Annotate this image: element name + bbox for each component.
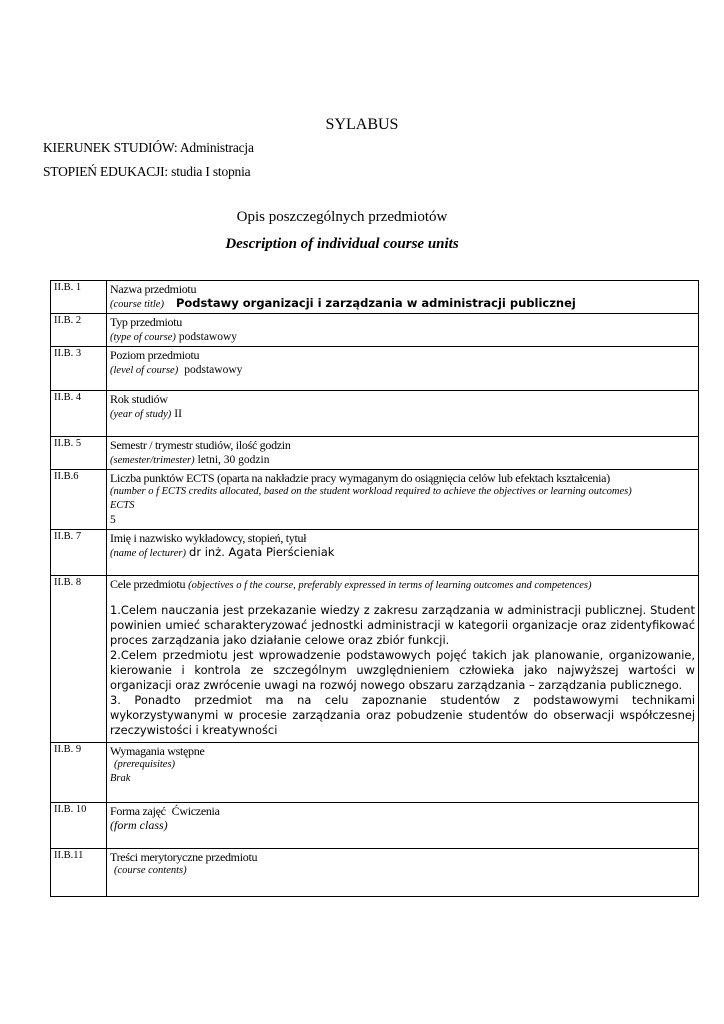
row-content — [107, 281, 699, 314]
table-row — [51, 314, 699, 347]
row-code: II.B.11 — [51, 849, 107, 897]
course-title-value: Podstawy organizacji i zarządzania w administracji publicznej — [175, 296, 576, 310]
row-content — [107, 530, 699, 576]
degree-level: STOPIEŃ EDUKACJI: studia I stopnia — [43, 164, 251, 179]
row-code: II.B. 5 — [51, 437, 107, 470]
page-title: SYLABUS — [325, 116, 399, 133]
row-content — [107, 314, 699, 347]
row-label-en: (semester/trimester) — [110, 455, 195, 466]
row-label: Rok studiów — [110, 392, 168, 406]
table-row — [51, 530, 699, 576]
row-label: Nazwa przedmiotu — [110, 282, 197, 296]
syllabus-table — [50, 280, 699, 897]
row-label: Cele przedmiotu — [110, 577, 186, 591]
subtitle-english: Description of individual course units — [225, 236, 459, 252]
table-row — [51, 849, 699, 897]
row-code: II.B. 10 — [51, 803, 107, 849]
row-label-en: (course contents) — [114, 865, 187, 876]
row-content — [107, 391, 699, 437]
row-code: II.B. 7 — [51, 530, 107, 576]
row-value: podstawowy — [184, 364, 243, 376]
subtitle-polish: Opis poszczególnych przedmiotów — [236, 209, 448, 225]
row-code: II.B. 1 — [51, 281, 107, 314]
row-label: Liczba punktów ECTS (oparta na nakładzie pracy wymaganym do osiągnięcia celów lub efektach kształcenia) — [110, 471, 610, 485]
table-row — [51, 470, 699, 530]
row-label-en: (name of lecturer) — [110, 548, 187, 559]
row-content — [107, 576, 699, 743]
table-row — [51, 437, 699, 470]
row-label-en: (objectives o f the course, preferably expressed in terms of learning outcomes and competences) — [188, 580, 592, 591]
row-label: Typ przedmiotu — [110, 315, 182, 329]
row-label-en: (level of course) — [110, 365, 179, 376]
row-content — [107, 803, 699, 849]
row-label-en: (type of course) — [110, 332, 176, 343]
table-row — [51, 803, 699, 849]
table-row — [51, 743, 699, 803]
row-value: II — [174, 408, 182, 420]
row-code: II.B. 2 — [51, 314, 107, 347]
row-code: II.B. 9 — [51, 743, 107, 803]
table-row — [51, 391, 699, 437]
row-label: Poziom przedmiotu — [110, 348, 200, 362]
row-value: Ćwiczenia — [171, 804, 220, 818]
table-row — [51, 576, 699, 743]
course-objectives — [110, 603, 695, 738]
table-row — [51, 281, 699, 314]
row-code: II.B. 4 — [51, 391, 107, 437]
row-label-en: (course title) — [110, 299, 164, 310]
row-value: letni, 30 godzin — [197, 454, 270, 466]
row-label: Semestr / trymestr studiów, ilość godzin — [110, 438, 291, 452]
row-value: 5 — [110, 514, 116, 526]
row-label: Wymagania wstępne — [110, 744, 205, 758]
row-label: Imię i nazwisko wykładowcy, stopień, tytuł — [110, 531, 307, 545]
objective-paragraph-3: 3. Ponadto przedmiot ma na celu zapoznanie studentów z podstawowymi technikami wykorzystywanymi w procesie zarządzania oraz pobudzenie studentów do obserwacji współczesnej rzeczywistości i kreatywności — [110, 693, 695, 737]
row-content — [107, 849, 699, 897]
row-label-en: (year of study) — [110, 409, 172, 420]
row-label-en: (number o f ECTS credits allocated, based on the student workload required to achieve the objectives or learning outcomes) — [110, 486, 632, 497]
row-label-en: (prerequisites) — [114, 759, 176, 770]
row-label: Treści merytoryczne przedmiotu — [110, 850, 258, 864]
field-of-study: KIERUNEK STUDIÓW: Administracja — [43, 140, 254, 155]
row-content — [107, 437, 699, 470]
row-code: II.B. 3 — [51, 347, 107, 391]
objective-paragraph-1: 1.Celem nauczania jest przekazanie wiedzy z zakresu zarządzania w administracji publicznej. Student powinien umieć scharakteryzować jednostki administracji w kategorii organizacje oraz zidentyfikować proces zarządzania jako działanie celowe oraz zbiór funkcji. — [110, 603, 695, 647]
row-content — [107, 470, 699, 530]
lecturer-name: dr inż. Agata Pierścieniak — [189, 545, 335, 559]
row-label-en: (form class) — [110, 818, 168, 832]
row-content — [107, 743, 699, 803]
table-row — [51, 347, 699, 391]
row-label-en-ects: ECTS — [110, 500, 135, 511]
row-code: II.B. 8 — [51, 576, 107, 743]
row-label: Forma zajęć — [110, 804, 166, 818]
row-value: Brak — [110, 773, 131, 784]
objective-paragraph-2: 2.Celem przedmiotu jest wprowadzenie podstawowych pojęć takich jak planowanie, organizowanie, kierowanie i kontrola ze szczególnym uwzględnieniem człowieka jako najwyższej wartości w organizacji oraz zwrócenie uwagi na rozwój nowego obszaru zarządzania – zarządzania publicznego. — [110, 648, 695, 692]
row-content — [107, 347, 699, 391]
row-code: II.B.6 — [51, 470, 107, 530]
row-value: podstawowy — [178, 331, 238, 343]
